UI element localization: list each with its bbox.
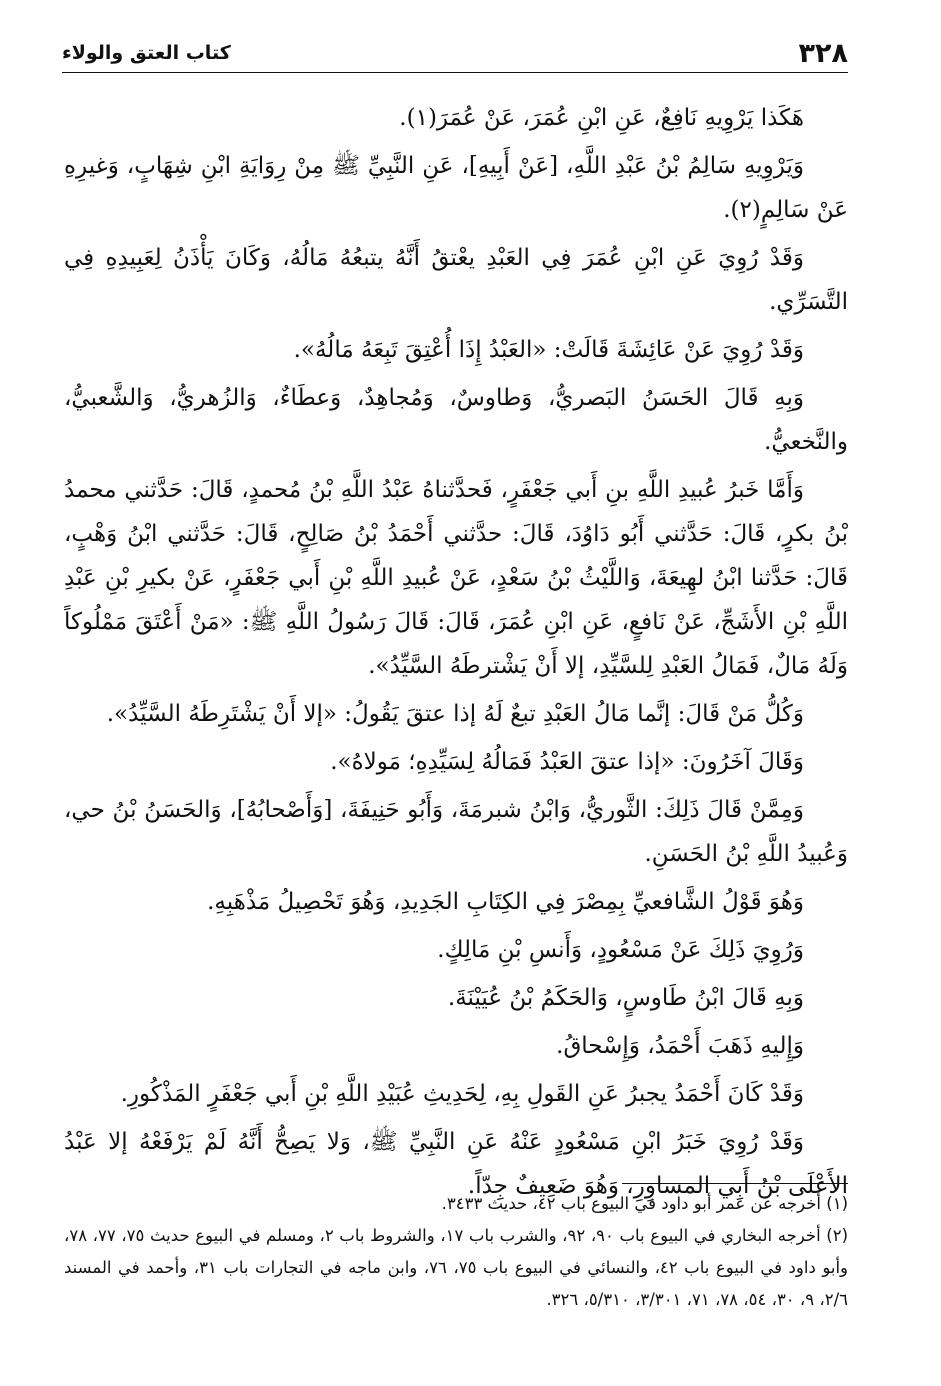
- paragraph: وَهُوَ قَوْلُ الشَّافعيِّ بِمِصْرَ فِي الكِتَابِ الجَدِيدِ، وَهُوَ تَحْصِيلُ مَذْهَبِهِ.: [207, 889, 804, 915]
- paragraph: وَقَدْ كَانَ أَحْمَدُ يجبرُ عَنِ القَولِ بِهِ، لِحَدِيثِ عُبَيْدِ اللَّهِ بْنِ أَبي جَعْفَرٍ المَذْكُورِ.: [120, 1081, 804, 1107]
- paragraph: وَكُلُّ مَنْ قَالَ: إنَّما مَالُ العَبْدِ تبعٌ لَهُ إذا عتقَ يَقُولُ: «إلا أَنْ يَشْتَرِطَهُ السَّيِّدُ».: [106, 701, 804, 727]
- paragraph: وَأَمَّا خَبرُ عُبيدِ اللَّهِ بنِ أَبي جَعْفَرٍ، فَحدَّثناهُ عَبْدُ اللَّهِ بْنُ مُحمدٍ، قَالَ: حَدَّثني محمدُ بْنُ بكرٍ، قَالَ: حَدَّثني أَبُو دَاوُدَ، قَالَ: حدَّثني أَحْمَدُ بْنُ صَالِحٍ، قَالَ: حَدَّثني ابْنُ وَهْبٍ، قَالَ: حَدَّثنا ابْنُ لهِيعَةَ، وَاللَّيْثُ بْنُ سَعْدٍ، عَنْ عُبيدِ اللَّهِ بْنِ أَبي جَعْفَرٍ، عَنْ بكيرِ بْنِ عَبْدِ اللَّهِ بْنِ الأَشَجِّ، عَنْ نَافعٍ، عَنِ ابْنِ عُمَرَ، قَالَ: قَالَ رَسُولُ اللَّهِ ﷺ: «مَنْ أَعْتَقَ مَمْلُوكاً وَلَهُ مَالٌ، فَمَالُ العَبْدِ لِلسَّيِّدِ، إلا أَنْ يَشْترطَهُ السَّيِّدُ».: [64, 477, 848, 679]
- paragraph: وَمِمَّنْ قَالَ ذَلِكَ: الثَّوريُّ، وَابْنُ شبرمَةَ، وَأَبُو حَنِيفَةَ، [وَأَصْحابُهُ]، وَالحَسَنُ بْنُ حي، وَعُبيدُ اللَّهِ بْنُ الحَسَنِ.: [64, 797, 848, 867]
- paragraph: وَقَدْ رُوِيَ خَبَرُ ابْنِ مَسْعُودٍ عَنْهُ عَنِ النَّبِيِّ ﷺ، وَلا يَصِحُّ أَنَّهُ لَمْ يَرْفَعْهُ إلا عَبْدُ الأَعْلَى بْنُ أَبِي المساوِرِ، وَهُوَ ضَعِيفٌ جِدّاً.: [64, 1129, 848, 1199]
- paragraph: وَرُوِيَ ذَلِكَ عَنْ مَسْعُودٍ، وَأَنسِ بْنِ مَالِكٍ.: [437, 937, 804, 963]
- paragraph: وَبِهِ قَالَ الحَسَنُ البَصريُّ، وَطاوسٌ، وَمُجاهِدٌ، وَعطَاءٌ، وَالزُهريُّ، وَالشَّعبيُّ، والنَّخعيُّ.: [64, 385, 848, 455]
- running-title: كتاب العتق والولاء: [62, 42, 231, 64]
- main-text: [64, 96, 848, 1212]
- paragraph: وَقَدْ رُوِيَ عَنْ عَائِشَةَ قَالَتْ: «العَبْدُ إِذَا أُعْتِقَ تَبِعَهُ مَالُهُ».: [293, 337, 804, 363]
- footnotes: [64, 1188, 848, 1316]
- footnote: (١) أخرجه عن عمر أبو داود في البيوع باب ٤٢، حديث ٣٤٣٣.: [441, 1194, 848, 1213]
- paragraph: هَكَذا يَرْوِيهِ نَافِعٌ، عَنِ ابْنِ عُمَرَ، عَنْ عُمَرَ(١).: [399, 105, 804, 131]
- page-header: [62, 40, 848, 73]
- paragraph: وَإِليهِ ذَهَبَ أَحْمَدُ، وَإِسْحاقُ.: [556, 1033, 804, 1059]
- paragraph: وَبِهِ قَالَ ابْنُ طَاوسٍ، وَالحَكَمُ بْنُ عُيَيْنَةَ.: [447, 985, 804, 1011]
- paragraph: وَقَدْ رُوِيَ عَنِ ابْنِ عُمَرَ فِي العَبْدِ يعْتقُ أَنَّهُ يتبعُهُ مَالُهُ، وَكَانَ يَأْذَنُ لِعَبِيدِهِ فِي التَّسَرِّي.: [64, 245, 848, 315]
- paragraph: وَقَالَ آخَرُونَ: «إذا عتقَ العَبْدُ فَمَالُهُ لِسَيِّدِهِ؛ مَولاهُ».: [330, 749, 804, 775]
- paragraph: وَيَرْوِيهِ سَالِمُ بْنُ عَبْدِ اللَّهِ، [عَنْ أَبِيهِ]، عَنِ النَّبِيِّ ﷺ مِنْ رِوَايَةِ ابْنِ شِهَابٍ، وَغيرِهِ عَنْ سَالِمٍ(٢).: [64, 153, 848, 223]
- footnote-separator: [622, 1183, 848, 1184]
- page-number: ٣٢٨: [798, 38, 848, 69]
- footnote: (٢) أخرجه البخاري في البيوع باب ٩٠، ٩٢، والشرب باب ١٧، والشروط باب ٢، ومسلم في البيوع حديث ٧٥، ٧٧، ٧٨، وأبو داود في البيوع باب ٤٢، والنسائي في البيوع باب ٧٥، ٧٦، وابن ماجه في التجارات باب ٣١، وأحمد في المسند ٢/٦، ٩، ٣٠، ٥٤، ٧٨، ٧١، ٣/٣٠١، ٥/٣١٠، ٣٢٦.: [64, 1226, 848, 1309]
